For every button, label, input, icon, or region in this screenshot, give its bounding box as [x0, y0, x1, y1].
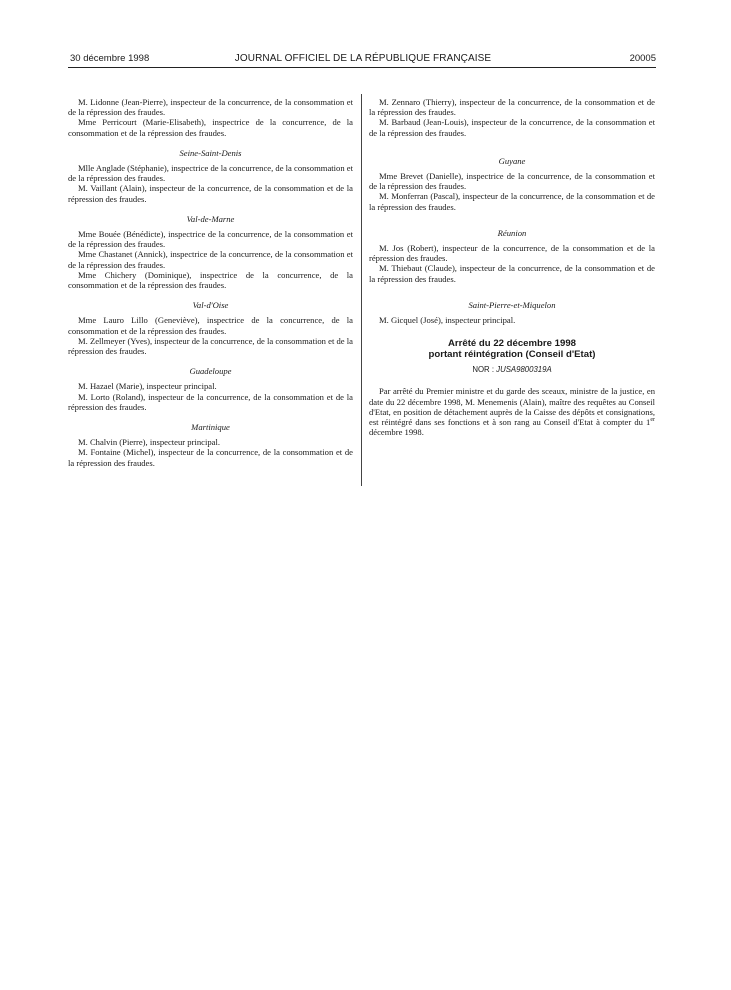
section-title: Réunion: [497, 227, 527, 238]
section-guadeloupe: [68, 366, 353, 412]
section-title: Val-de-Marne: [186, 213, 235, 224]
nor-reference: [369, 365, 655, 375]
section-guyane: [369, 156, 655, 212]
section-title: Martinique: [191, 422, 230, 433]
nor-code: JUSA9800319A: [496, 365, 552, 375]
list-item: M. Hazael (Marie), inspecteur principal.: [78, 381, 217, 392]
list-item: Mme Chichery (Dominique), inspectrice de la concurrence, de la consommation et de la répression des fraudes.: [68, 269, 353, 291]
page-number: 20005: [629, 53, 656, 64]
section-title: Guadeloupe: [189, 366, 232, 377]
list-item: M. Zellmeyer (Yves), inspecteur de la concurrence, de la consommation et de la répression des fraudes.: [68, 335, 353, 357]
list-item: M. Lorto (Roland), inspecteur de la concurrence, de la consommation et de la répression des fraudes.: [68, 391, 353, 412]
list-item: M. Gicquel (José), inspecteur principal.: [379, 315, 516, 326]
section-saint-pierre-et-miquelon: [369, 300, 655, 325]
section-val-d-oise: [68, 300, 353, 356]
section-seine-saint-denis: [68, 148, 353, 204]
section-title: Seine-Saint-Denis: [179, 147, 242, 158]
section-title: Saint-Pierre-et-Miquelon: [468, 299, 556, 310]
arrete-heading: [369, 339, 655, 360]
list-item: Mme Brevet (Danielle), inspectrice de la concurrence, de la consommation et de la répression des fraudes.: [369, 171, 655, 192]
section-title: Guyane: [498, 155, 526, 166]
section-reunion: [369, 228, 655, 284]
arrete-body-text: Par arrêté du Premier ministre et du garde des sceaux, ministre de la justice, en date du 22 décembre 1998, M. Menemenis (Alain), maître des requêtes au Conseil d'Etat, en position de détachement auprès de la Caisse des dépôts et consignations, est réintégré dans ses fonctions et à son rang au Conseil d'Etat à compter du 1: [369, 386, 655, 428]
arrete-title-line1: Arrêté du 22 décembre 1998: [448, 338, 576, 350]
ordinal-superscript: er: [650, 417, 655, 424]
list-item: M. Thiebaut (Claude), inspecteur de la concurrence, de la consommation et de la répression des fraudes.: [369, 263, 655, 284]
section-martinique: [68, 422, 353, 468]
list-item: M. Lidonne (Jean-Pierre), inspecteur de la concurrence, de la consommation et de la répression des fraudes.: [68, 97, 353, 118]
arrete-body-end: décembre 1998.: [369, 427, 424, 438]
column-divider: [361, 94, 362, 486]
list-item: M. Fontaine (Michel), inspecteur de la concurrence, de la consommation et de la répression des fraudes.: [68, 447, 353, 468]
section-val-de-marne: [68, 214, 353, 290]
list-item: Mme Lauro Lillo (Geneviève), inspectrice de la concurrence, de la consommation et de la répression des fraudes.: [68, 315, 353, 336]
list-item: Mme Chastanet (Annick), inspectrice de la concurrence, de la consommation et de la répression des fraudes.: [68, 249, 353, 270]
nor-label: NOR :: [472, 365, 494, 375]
header-rule: [68, 67, 656, 68]
section-title: Val-d'Oise: [192, 300, 229, 311]
left-column: [68, 97, 353, 468]
list-item: M. Monferran (Pascal), inspecteur de la concurrence, de la consommation et de la répression des fraudes.: [369, 191, 655, 212]
list-item: M. Jos (Robert), inspecteur de la concurrence, de la consommation et de la répression des fraudes.: [369, 243, 655, 264]
list-item: Mme Bouée (Bénédicte), inspectrice de la concurrence, de la consommation et de la répression des fraudes.: [68, 229, 353, 250]
list-item: M. Zennaro (Thierry), inspecteur de la concurrence, de la consommation et de la répression des fraudes.: [369, 97, 655, 118]
arrete-title-line2: portant réintégration (Conseil d'Etat): [428, 348, 596, 360]
list-item: M. Chalvin (Pierre), inspecteur principal.: [78, 437, 220, 448]
right-column: [369, 97, 655, 446]
header-date: 30 décembre 1998: [70, 53, 150, 64]
list-item: M. Barbaud (Jean-Louis), inspecteur de la concurrence, de la consommation et de la répression des fraudes.: [369, 117, 655, 138]
arrete-body: [369, 386, 655, 437]
page-header: [70, 53, 656, 67]
list-item: Mme Perricourt (Marie-Elisabeth), inspectrice de la concurrence, de la consommation et de la répression des fraudes.: [68, 117, 353, 138]
list-item: M. Vaillant (Alain), inspecteur de la concurrence, de la consommation et de la répression des fraudes.: [68, 183, 353, 204]
list-item: Mlle Anglade (Stéphanie), inspectrice de la concurrence, de la consommation et de la répression des fraudes.: [68, 163, 353, 184]
journal-title: JOURNAL OFFICIEL DE LA RÉPUBLIQUE FRANÇAISE: [234, 53, 492, 64]
